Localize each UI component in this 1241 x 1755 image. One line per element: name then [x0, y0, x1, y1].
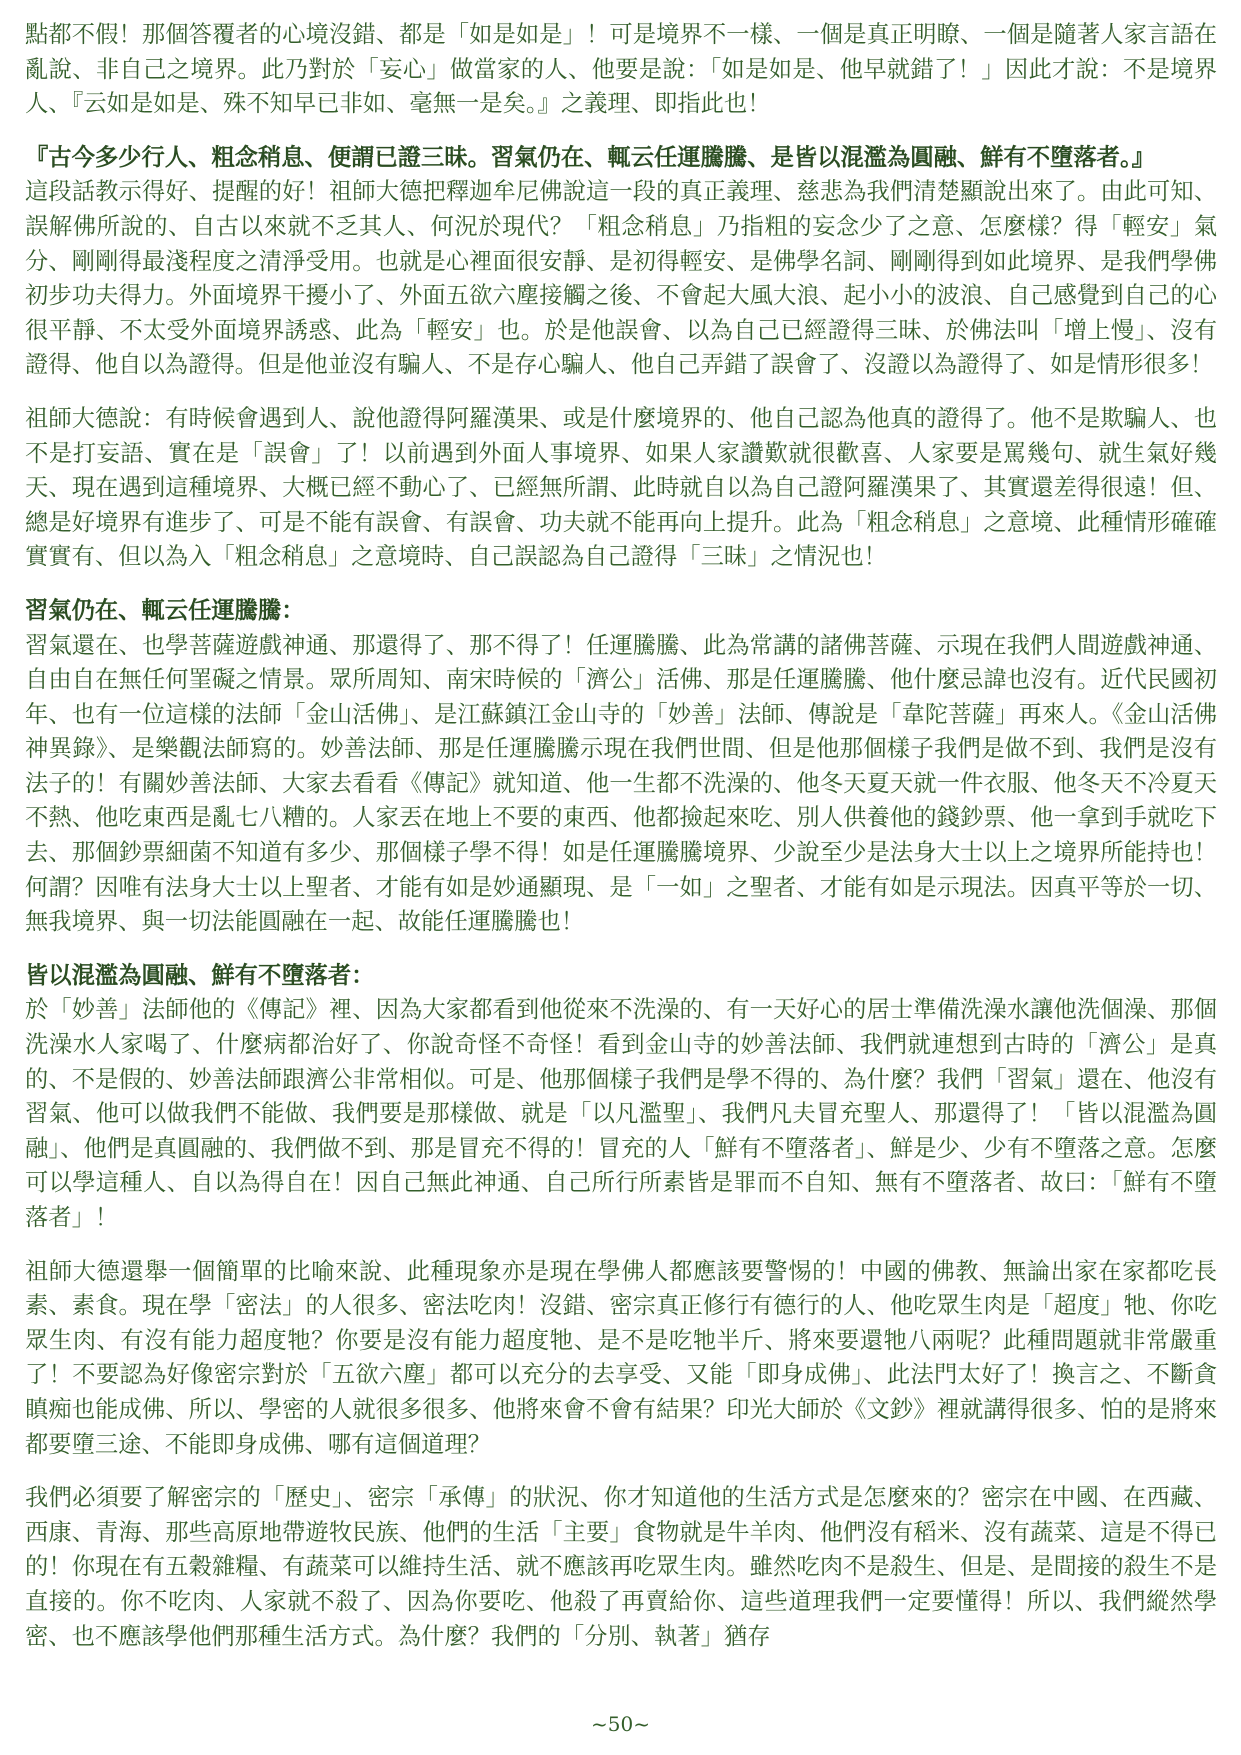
paragraph-2: 這段話教示得好、提醒的好！祖師大德把釋迦牟尼佛說這一段的真正義理、慈悲為我們清楚顯說出來了。由此可知、誤解佛所說的、自古以來就不乏其人、何況於現代？「粗念稍息」乃指粗的妄念少了之意、怎麼樣？得「輕安」氣分、剛剛得最淺程度之清淨受用。也就是心裡面很安靜、是初得輕安、是佛學名詞、剛剛得到如此境界、是我們學佛初步功夫得力。外面境界干擾小了、外面五欲六塵接觸之後、不會起大風大浪、起小小的波浪、自己感覺到自己的心很平靜、不太受外面境界誘惑、此為「輕安」也。於是他誤會、以為自己已經證得三昧、於佛法叫「增上慢」、沒有證得、他自以為證得。但是他並沒有騙人、不是存心騙人、他自己弄錯了誤會了、沒證以為證得了、如是情形很多！ [25, 178, 1217, 379]
paragraph-3: 祖師大德說：有時候會遇到人、說他證得阿羅漢果、或是什麼境界的、他自己認為他真的證得了。他不是欺騙人、也不是打妄語、實在是「誤會」了！以前遇到外面人事境界、如果人家讚歎就很歡喜、人家要是罵幾句、就生氣好幾天、現在遇到這種境界、大概已經不動心了、已經無所謂、此時就自以為自己證阿羅漢果了、其實還差得很遠！但、總是好境界有進步了、可是不能有誤會、有誤會、功夫就不能再向上提升。此為「粗念稍息」之意境、此種情形確確實實有、但以為入「粗念稍息」之意境時、自己誤認為自己證得「三昧」之情況也！ [25, 404, 1217, 571]
paragraph-1: 點都不假！那個答覆者的心境沒錯、都是「如是如是」！可是境界不一樣、一個是真正明瞭、一個是隨著人家言語在亂說、非自己之境界。此乃對於「妄心」做當家的人、他要是說：「如是如是、他早就錯了！」因此才說：不是境界人、『云如是如是、殊不知早已非如、毫無一是矣。』之義理、即指此也！ [25, 21, 1217, 118]
page-body [25, 18, 1217, 1654]
paragraph-6: 祖師大德還舉一個簡單的比喻來說、此種現象亦是現在學佛人都應該要警惕的！中國的佛教、無論出家在家都吃長素、素食。現在學「密法」的人很多、密法吃肉！沒錯、密宗真正修行有德行的人、他吃眾生肉是「超度」牠、你吃眾生肉、有沒有能力超度牠？你要是沒有能力超度牠、是不是吃牠半斤、將來要還牠八兩呢？此種問題就非常嚴重了！不要認為好像密宗對於「五欲六塵」都可以充分的去享受、又能「即身成佛」、此法門太好了！換言之、不斷貪瞋痴也能成佛、所以、學密的人就很多很多、他將來會不會有結果？印光大師於《文鈔》裡就講得很多、怕的是將來都要墮三途、不能即身成佛、哪有這個道理？ [25, 1257, 1217, 1458]
paragraph-5: 於「妙善」法師他的《傳記》裡、因為大家都看到他從來不洗澡的、有一天好心的居士準備洗澡水讓他洗個澡、那個洗澡水人家喝了、什麼病都治好了、你說奇怪不奇怪！看到金山寺的妙善法師、我們就連想到古時的「濟公」是真的、不是假的、妙善法師跟濟公非常相似。可是、他那個樣子我們是學不得的、為什麼？我們「習氣」還在、他沒有習氣、他可以做我們不能做、我們要是那樣做、就是「以凡濫聖」、我們凡夫冒充聖人、那還得了！「皆以混濫為圓融」、他們是真圓融的、我們做不到、那是冒充不得的！冒充的人「鮮有不墮落者」、鮮是少、少有不墮落之意。怎麼可以學這種人、自以為得自在！因自己無此神通、自己所行所素皆是罪而不自知、無有不墮落者、故曰：「鮮有不墮落者」！ [25, 996, 1217, 1231]
quoted-passage: 『古今多少行人、粗念稍息、便謂已證三昧。習氣仍在、輒云任運騰騰、是皆以混濫為圓融、鮮有不墮落者。』 [25, 143, 1155, 171]
paragraph-7: 我們必須要了解密宗的「歷史」、密宗「承傳」的狀況、你才知道他的生活方式是怎麼來的？密宗在中國、在西藏、西康、青海、那些高原地帶遊牧民族、他們的生活「主要」食物就是牛羊肉、他們沒有稻米、沒有蔬菜、這是不得已的！你現在有五穀雜糧、有蔬菜可以維持生活、就不應該再吃眾生肉。雖然吃肉不是殺生、但是、是間接的殺生不是直接的。你不吃肉、人家就不殺了、因為你要吃、他殺了再賣給你、這些道理我們一定要懂得！所以、我們縱然學密、也不應該學他們那種生活方式。為什麼？我們的「分別、執著」猶存 [25, 1484, 1217, 1650]
page-number: ~50~ [591, 1712, 650, 1736]
section-heading-2: 皆以混濫為圓融、鮮有不墮落者： [25, 961, 375, 989]
section-heading-1: 習氣仍在、輒云任運騰騰： [25, 596, 305, 624]
paragraph-4: 習氣還在、也學菩薩遊戲神通、那還得了、那不得了！任運騰騰、此為常講的諸佛菩薩、示現在我們人間遊戲神通、自由自在無任何罣礙之情景。眾所周知、南宋時候的「濟公」活佛、那是任運騰騰、他什麼忌諱也沒有。近代民國初年、也有一位這樣的法師「金山活佛」、是江蘇鎮江金山寺的「妙善」法師、傳說是「韋陀菩薩」再來人。《金山活佛神異錄》、是樂觀法師寫的。妙善法師、那是任運騰騰示現在我們世間、但是他那個樣子我們是做不到、我們是沒有法子的！有關妙善法師、大家去看看《傳記》就知道、他一生都不洗澡的、他冬天夏天就一件衣服、他冬天不冷夏天不熱、他吃東西是亂七八糟的。人家丟在地上不要的東西、他都撿起來吃、別人供養他的錢鈔票、他一拿到手就吃下去、那個鈔票細菌不知道有多少、那個樣子學不得！如是任運騰騰境界、少說至少是法身大士以上之境界所能持也！何謂？因唯有法身大士以上聖者、才能有如是妙通顯現、是「一如」之聖者、才能有如是示現法。因真平等於一切、無我境界、與一切法能圓融在一起、故能任運騰騰也！ [25, 631, 1217, 936]
